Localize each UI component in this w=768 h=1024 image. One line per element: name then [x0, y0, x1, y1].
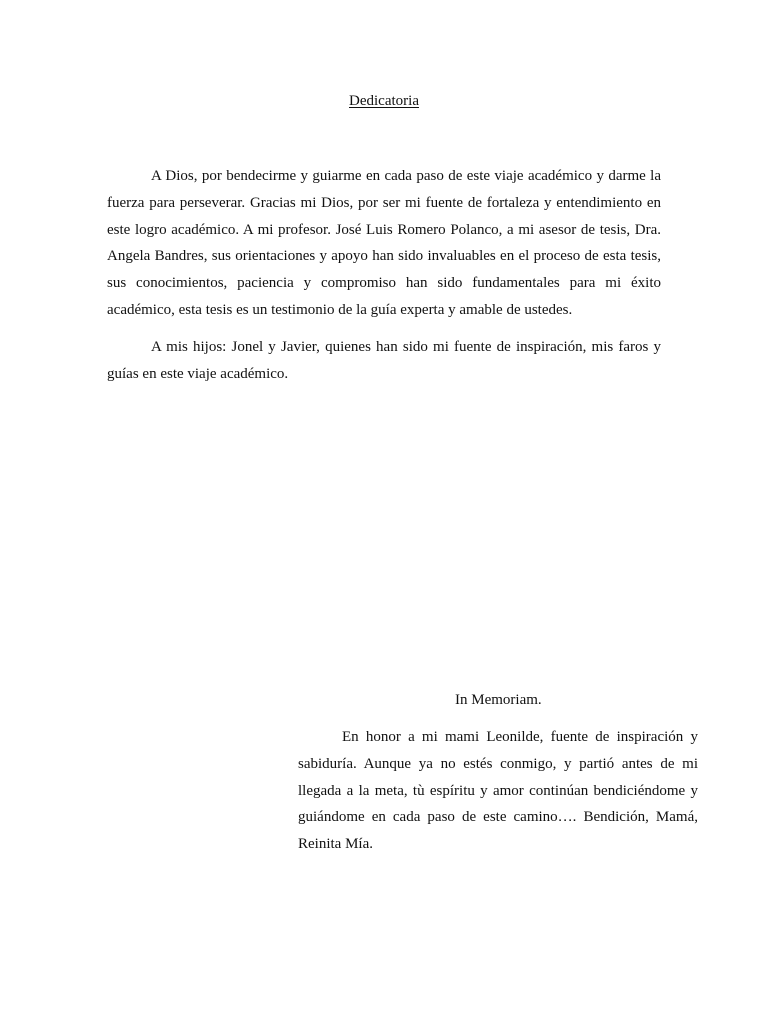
memoriam-body	[298, 724, 698, 858]
dedication-paragraph-children: A mis hijos: Jonel y Javier, quienes han sido mi fuente de inspiración, mis faros y guías en este viaje académico.	[107, 338, 661, 382]
memoriam-paragraph: En honor a mi mami Leonilde, fuente de inspiración y sabiduría. Aunque ya no estés conmigo, y partió antes de mi llegada a la meta, tù espíritu y amor continúan bendiciéndome y guiándome en cada paso de este camino…. Bendición, Mamá, Reinita Mía.	[298, 729, 698, 853]
dedication-title: Dedicatoria	[349, 93, 419, 109]
dedication-paragraph-god-advisors: A Dios, por bendecirme y guiarme en cada paso de este viaje académico y darme la fuerza para perseverar. Gracias mi Dios, por ser mi fuente de fortaleza y entendimiento en este logro académico. A mi profesor. José Luis Romero Polanco, a mi asesor de tesis, Dra. Angela Bandres, sus orientaciones y apoyo han sido invaluables en el proceso de esta tesis, sus conocimientos, paciencia y compromiso han sido fundamentales para mi éxito académico, esta tesis es un testimonio de la guía experta y amable de ustedes.	[107, 168, 661, 318]
dedication-body	[107, 163, 661, 397]
memoriam-title: In Memoriam.	[455, 692, 542, 708]
